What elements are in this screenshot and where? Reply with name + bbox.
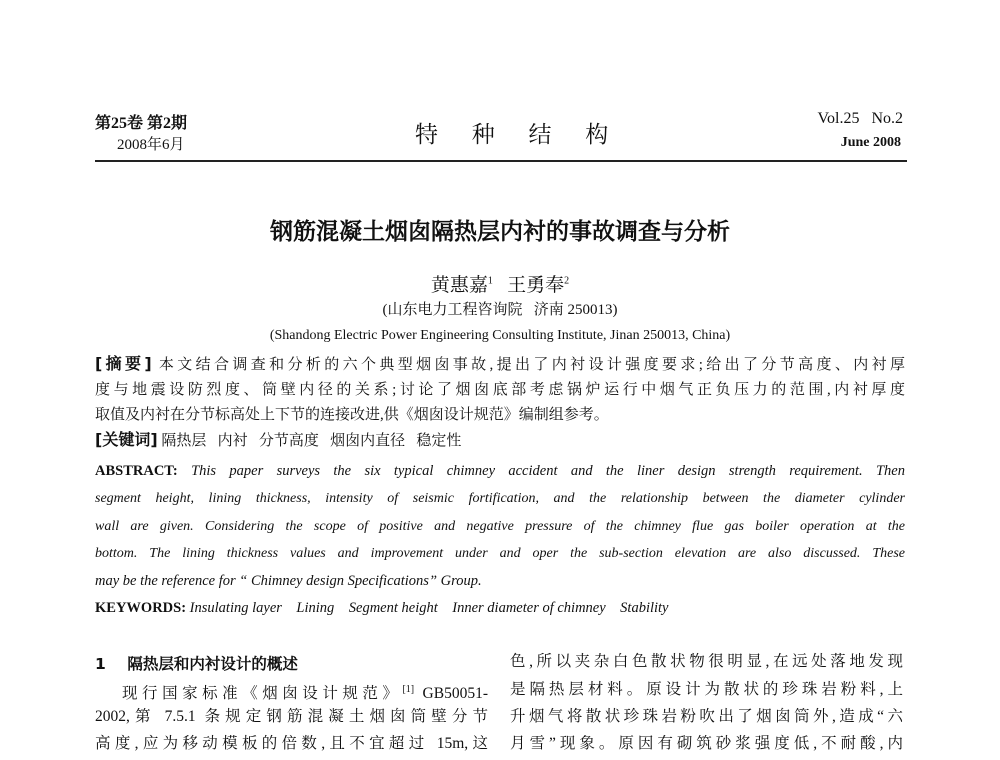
date-cn: 2008年6月 xyxy=(117,137,185,153)
abstract-en-line: may be the reference for “ Chimney design Specifications” Group. xyxy=(95,573,482,589)
author-name: 王勇奉 xyxy=(507,275,565,296)
keywords-cn-label: [关键词] xyxy=(95,430,158,449)
author-name: 黄惠嘉 xyxy=(430,275,488,296)
author-sup: 1 xyxy=(487,275,493,287)
authors xyxy=(0,270,1000,297)
abstract-en-label: ABSTRACT: xyxy=(95,463,178,479)
section-number: 1 xyxy=(95,655,106,673)
abstract-en-line: bottom. The lining thickness values and improvement under and oper the sub-section elevation are also discussed. These xyxy=(95,546,905,561)
body-line: 高度,应为移动模板的倍数,且不宜超过 15m,这 xyxy=(95,735,488,752)
body-line: 色,所以夹杂白色散状物很明显,在远处落地发现 xyxy=(510,653,903,670)
abstract-cn-line: [摘要] 本文结合调查和分析的六个典型烟囱事故,提出了内衬设计强度要求;给出了分节高度、内衬厚 xyxy=(95,354,906,373)
body-line: 升烟气将散状珍珠岩粉吹出了烟囱筒外,造成“六 xyxy=(510,708,903,725)
keywords-en: KEYWORDS: Insulating layer Lining Segment height Inner diameter of chimney Stability xyxy=(95,600,669,616)
section-title: 隔热层和内衬设计的概述 xyxy=(127,655,298,673)
author-sup: 2 xyxy=(564,275,570,287)
vol-en: Vol.25 No.2 xyxy=(817,110,903,127)
citation: [1] xyxy=(402,684,415,695)
body-line: 2002,第 7.5.1 条规定钢筋混凝土烟囱筒壁分节 xyxy=(95,708,488,725)
volume-issue: 第25卷 第2期 xyxy=(95,115,188,132)
abstract-cn-line: 取值及内衬在分节标高处上下节的连接改进,供《烟囱设计规范》编制组参考。 xyxy=(95,407,609,423)
section-heading xyxy=(95,652,298,674)
paper-title: 钢筋混凝土烟囱隔热层内衬的事故调查与分析 xyxy=(270,219,730,245)
abstract-cn-label: [摘要] xyxy=(95,354,152,373)
affiliation-en: (Shandong Electric Power Engineering Consulting Institute, Jinan 250013, China) xyxy=(269,328,731,343)
body-line: 现行国家标准《烟囱设计规范》[1] GB50051- xyxy=(122,684,488,703)
header-rule xyxy=(95,160,907,162)
affiliation-cn: (山东电力工程咨询院 济南 250013) xyxy=(382,302,618,318)
abstract-en-line: segment height, lining thickness, intensity of seismic fortification, and the relationship between the diameter cylinder xyxy=(95,491,905,506)
keywords-en-label: KEYWORDS: xyxy=(95,600,187,616)
abstract-en-line: wall are given. Considering the scope of positive and negative pressure of the chimney flue gas boiler operation at the xyxy=(95,519,905,534)
journal-name: 特 种 结 构 xyxy=(415,122,623,147)
abstract-en-line: ABSTRACT: This paper surveys the six typical chimney accident and the liner design strength requirement. Then xyxy=(95,463,905,479)
date-en: June 2008 xyxy=(840,135,901,150)
body-line: 是隔热层材料。原设计为散状的珍珠岩粉料,上 xyxy=(510,681,903,698)
abstract-cn-line: 度与地震设防烈度、筒壁内径的关系;讨论了烟囱底部考虑锅炉运行中烟气正负压力的范围,内衬厚度 xyxy=(95,382,905,398)
body-line: 月雪”现象。原因有砌筑砂浆强度低,不耐酸,内 xyxy=(510,735,903,752)
keywords-cn: [关键词] 隔热层 内衬 分节高度 烟囱内直径 稳定性 xyxy=(95,430,462,449)
